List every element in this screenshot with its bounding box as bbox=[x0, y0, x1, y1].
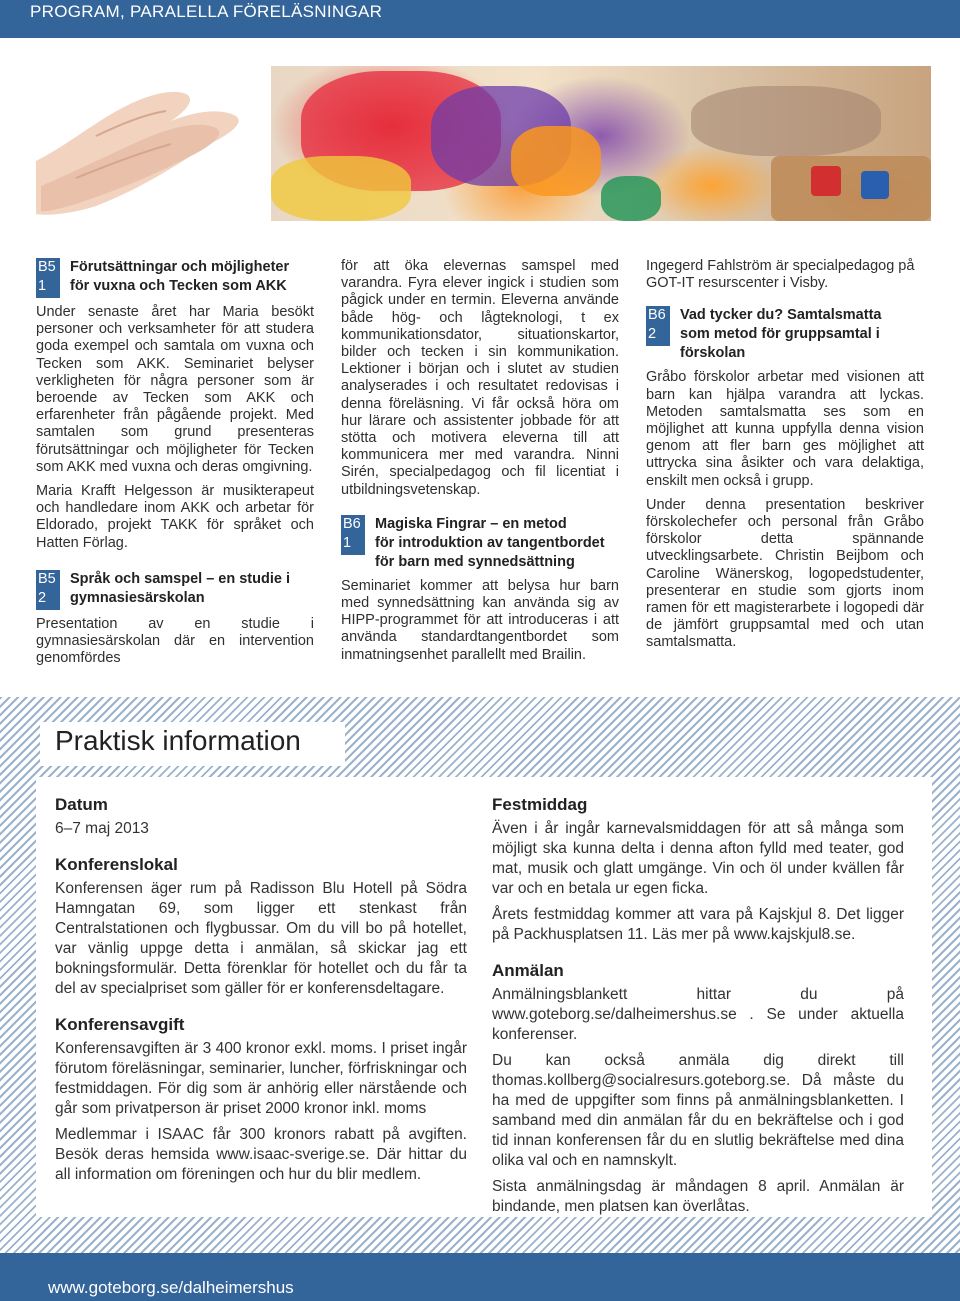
heading-festmiddag: Festmiddag bbox=[492, 795, 588, 814]
session-title: Magiska Fingrar – en metod för introduktion av tangentbordet för barn med synnedsättning bbox=[375, 515, 605, 570]
session-title: Förutsättningar och möjligheter för vuxna och Tecken som AKK bbox=[70, 259, 290, 294]
paragraph: Presentation av en studie i gymnasiesärskolan där en intervention genomfördes bbox=[36, 615, 314, 667]
session-code: B5 2 bbox=[36, 570, 60, 610]
page-footer bbox=[0, 1253, 960, 1301]
paragraph: Under senaste året har Maria besökt personer och verksamheter för att studera goda exempel och samtala om vuxna och Tecken som AKK. Seminariet belyser verkligheten för några personer som är beroende av Tecken som AKK och erfarenheter från pågående projekt. Med samtalen som grund presenteras förutsättningar och möjligheter för Tecken som AKK med vuxna och deras omgivning. bbox=[36, 304, 314, 475]
heading-konferenslokal: Konferenslokal bbox=[55, 855, 178, 874]
paragraph: Seminariet kommer att belysa hur barn med synnedsättning kan använda sig av HIPP-programmet för att introduceras i att använda standardtangentbordet som inmatningsenhet parallellt med Brailin. bbox=[341, 577, 619, 663]
column-3 bbox=[646, 258, 924, 659]
paragraph: Konferensavgiften är 3 400 kronor exkl. moms. I priset ingår förutom föreläsningar, seminarier, luncher, förfriskningar och festmiddagen. För dig som är anhörig eller närstående och går som privatperson är priset 2000 kronor inkl. moms bbox=[55, 1040, 467, 1117]
photo-color-shape bbox=[511, 126, 601, 196]
heading-konferensavgift: Konferensavgift bbox=[55, 1015, 185, 1034]
classroom-photo bbox=[271, 66, 931, 221]
info-title: Praktisk information bbox=[55, 725, 301, 756]
session-code: B6 2 bbox=[646, 306, 670, 346]
session-b6-1 bbox=[341, 515, 619, 572]
heading-datum: Datum bbox=[55, 795, 108, 814]
session-code: B5 1 bbox=[36, 258, 60, 298]
page-header bbox=[0, 0, 960, 38]
paragraph: Även i år ingår karnevalsmiddagen för att så många som möjligt ska kunna delta i denna afton fylld med teater, god mat, musik och glatt umgänge. Vin och öl under kvällen får var och en betala ur egen ficka. bbox=[492, 820, 904, 897]
paragraph: Maria Krafft Helgesson är musikterapeut och handledare inom AKK och arbetar för Eldorado, projekt TAKK för språket och Hatten Förlag. bbox=[36, 483, 314, 551]
header-title: PROGRAM, PARALELLA FÖRELÄSNINGAR bbox=[30, 2, 383, 21]
photo-children-group bbox=[691, 86, 881, 156]
paragraph: Du kan också anmäla dig direkt till thomas.kollberg@socialresurs.goteborg.se. Då måste du ha med de uppgifter som finns på anmälningsblanketten. I samband med din anmälan får du en bekräftelse och i god tid innan konferensen får du en slutlig bekräftelse med dina olika val och en namnskylt. bbox=[492, 1052, 904, 1169]
session-title: Språk och samspel – en studie i gymnasiesärskolan bbox=[70, 570, 290, 606]
session-title: Vad tycker du? Samtalsmatta som metod för gruppsamtal i förskolan bbox=[680, 307, 882, 362]
paragraph: Medlemmar i ISAAC får 300 kronors rabatt på avgiften. Besök deras hemsida www.isaac-sverige.se. Där hittar du all information om föreningen och hur du blir medlem. bbox=[55, 1126, 467, 1183]
session-b5-2 bbox=[36, 570, 314, 610]
photo-color-shape bbox=[601, 176, 661, 221]
paragraph: Ingegerd Fahlström är specialpedagog på GOT-IT resurscenter i Visby. bbox=[646, 258, 915, 292]
column-2 bbox=[341, 258, 619, 671]
session-b5-1 bbox=[36, 258, 314, 298]
paragraph: Årets festmiddag kommer att vara på Kajskjul 8. Det ligger på Packhusplatsen 11. Läs mer på www.kajskjul8.se. bbox=[492, 906, 904, 943]
footer-url: www.goteborg.se/dalheimershus bbox=[48, 1278, 294, 1297]
column-1 bbox=[36, 258, 314, 674]
paragraph: 6–7 maj 2013 bbox=[55, 820, 149, 837]
session-b6-2 bbox=[646, 306, 924, 363]
paragraph: Gråbo förskolor arbetar med visionen att barn kan hjälpa varandra att lyckas. Metoden samtalsmatta ses som en möjlighet att kunna uppfylla denna vision genom att fler barn ges möjlighet att uttrycka sina åsikter och vara delaktiga, enskilt men också i grupp. bbox=[646, 369, 924, 489]
info-column-left bbox=[55, 795, 467, 1191]
paragraph: för att öka elevernas samspel med varandra. Fyra elever ingick i studien som pågick under en termin. Eleverna använde både hög- och lågteknologi, t ex kommunikationsdator, situationskartor, bilder och tecken i sin kommunikation. Lektioner i början och i slutet av studien analyserades i och resultatet redovisas i denna föreläsning. Vi får också höra om hur lärare och assistenter jobbade för att stötta och motivera eleverna till att kommunicera mer med varandra. Ninni Sirén, specialpedagog och fil licentiat i utbildningsvetenskap. bbox=[341, 258, 619, 498]
photo-color-shape bbox=[811, 166, 841, 196]
photo-color-shape bbox=[271, 156, 411, 221]
photo-color-shape bbox=[861, 171, 889, 199]
heading-anmalan: Anmälan bbox=[492, 961, 564, 980]
paragraph: Sista anmälningsdag är måndagen 8 april. Anmälan är bindande, men platsen kan överlåtas. bbox=[492, 1178, 904, 1215]
paragraph: Konferensen äger rum på Radisson Blu Hotell på Södra Hamngatan 69, som ligger ett stenkast från Centralstationen och flygbussar. Om du vill bo på hotellet, var vänlig uppge detta i anmälan, så skickar jag ett bokningsformulär. Detta förenklar för hotellet och du får ta del av specialpriset som gäller för er konferensdeltagare. bbox=[55, 880, 467, 997]
paragraph: Anmälningsblankett hittar du på www.goteborg.se/dalheimershus.se . Se under aktuella konferenser. bbox=[492, 986, 904, 1043]
photo-wooden-puzzle bbox=[771, 156, 931, 221]
session-code: B6 1 bbox=[341, 515, 365, 555]
hands-photo bbox=[36, 66, 256, 221]
hands-image bbox=[36, 66, 256, 221]
info-column-right bbox=[492, 795, 904, 1223]
paragraph: Under denna presentation beskriver förskolechefer och personal från Gråbo förskolor detta spännande utvecklingsarbete. Christin Beijbom och Caroline Wänerskog, logopedstudenter, presenterar en studie som gjorts inom ramen för ett magisterarbete i logopedi där de jämfört gruppsamtal med och utan samtalsmatta. bbox=[646, 496, 924, 651]
